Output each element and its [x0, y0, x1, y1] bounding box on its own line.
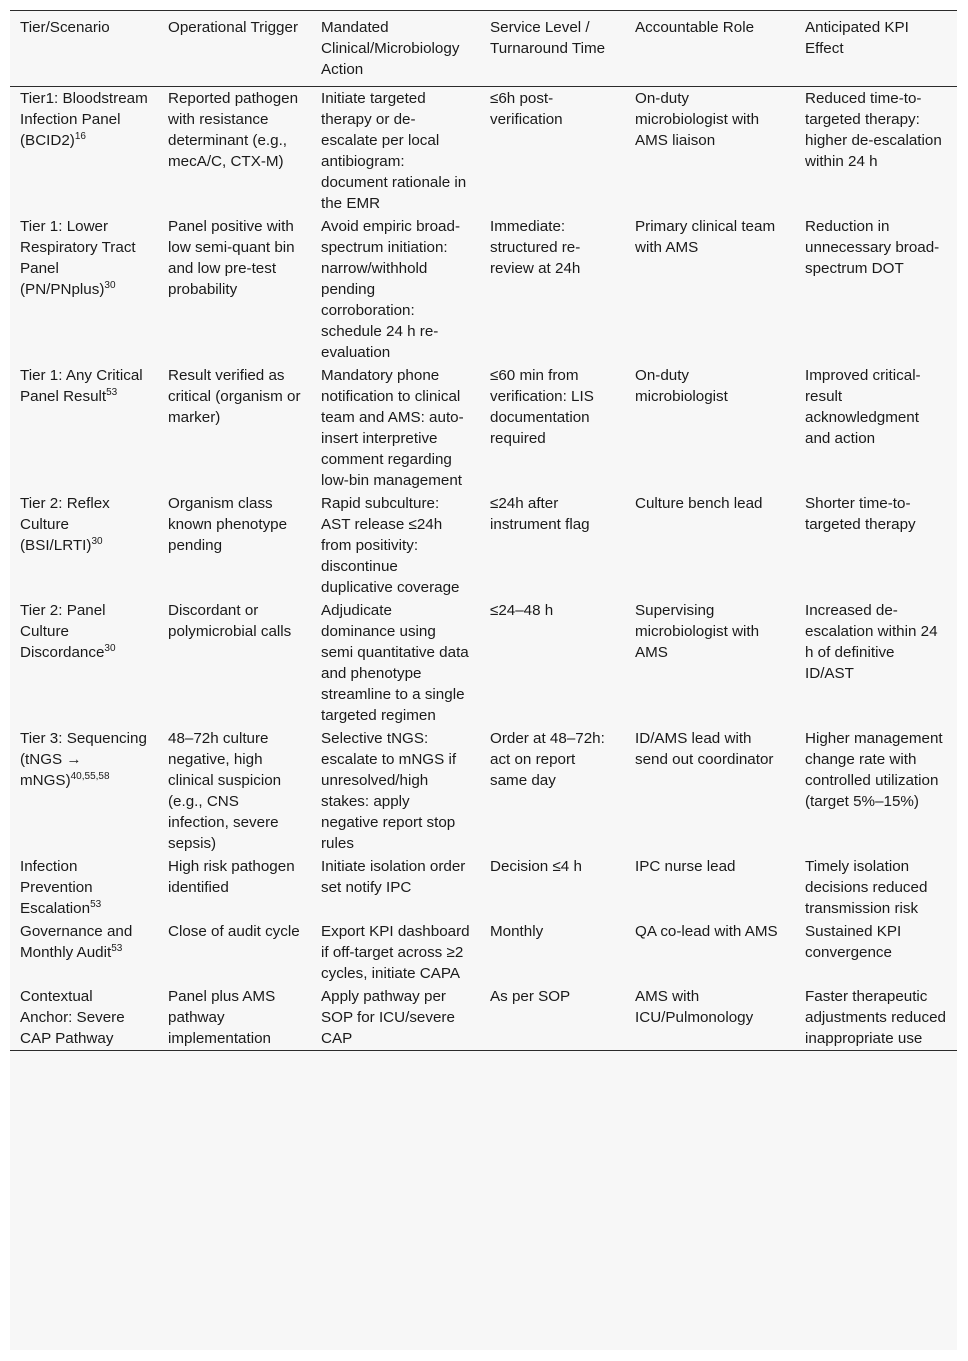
escalation-table [10, 10, 957, 1051]
cell-role: Supervising microbiologist with AMS [635, 602, 760, 661]
cell-trigger: 48–72h culture negative, high clinical suspicion (e.g., CNS infection, severe sepsis) [168, 730, 282, 852]
reference-superscript: 16 [74, 130, 86, 142]
cell-role: IPC nurse lead [635, 858, 736, 875]
cell-kpi: Faster therapeutic adjustments reduced inappropriate use [795, 985, 957, 1051]
cell-service-level: ≤24h after instrument flag [490, 495, 590, 533]
cell-role: On-duty microbiologist with AMS liaison [635, 90, 760, 149]
protocol-table-container [10, 10, 957, 1350]
cell-tier [10, 985, 158, 1051]
cell-service-level: ≤60 min from verification: LIS documentation required [490, 367, 594, 447]
header-tier-scenario: Tier/Scenario [10, 11, 158, 87]
cell-action: Initiate isolation order set notify IPC [321, 858, 466, 896]
cell-action: Export KPI dashboard if off-target across ≥2 cycles, initiate CAPA [321, 923, 470, 982]
cell-action: Rapid subculture: AST release ≤24h from positivity: discontinue duplicative coverage [321, 495, 460, 596]
tier-label: Tier1: Bloodstream Infection Panel (BCID2) [20, 90, 148, 149]
tier-label: Contextual Anchor: Severe CAP Pathway [20, 988, 125, 1047]
table-header-row [10, 11, 957, 87]
cell-action: Initiate targeted therapy or de-escalate per local antibiogram: document rationale in the EMR [321, 90, 467, 212]
cell-trigger: Reported pathogen with resistance determinant (e.g., mecA/C, CTX-M) [168, 90, 299, 170]
cell-action: Apply pathway per SOP for ICU/severe CAP [311, 985, 480, 1051]
cell-trigger: Organism class known phenotype pending [168, 495, 288, 554]
table-row [10, 215, 957, 364]
reference-superscript: 53 [106, 386, 118, 398]
cell-kpi: Higher management change rate with controlled utilization (target 5%–15%) [805, 730, 943, 810]
table-row [10, 920, 957, 985]
reference-superscript: 40,55,58 [70, 770, 110, 782]
cell-trigger: Result verified as critical (organism or marker) [168, 367, 301, 426]
table-row [10, 985, 957, 1051]
cell-service-level: Order at 48–72h: act on report same day [490, 730, 605, 789]
cell-trigger: Discordant or polymicrobial calls [168, 602, 292, 640]
cell-trigger: Close of audit cycle [168, 923, 300, 940]
table-row [10, 87, 957, 216]
cell-trigger: Panel positive with low semi-quant bin and low pre-test probability [168, 218, 295, 298]
cell-tier [10, 920, 158, 985]
cell-service-level: ≤6h post-verification [490, 90, 563, 128]
cell-tier [10, 492, 158, 599]
cell-action: Adjudicate dominance using semi quantitative data and phenotype streamline to a single targeted regimen [321, 602, 469, 724]
table-row [10, 492, 957, 599]
cell-tier [10, 364, 158, 492]
table-row [10, 855, 957, 920]
cell-service-level: Immediate: structured re-review at 24h [490, 218, 581, 277]
tier-label: Tier 2: Panel Culture Discordance [20, 602, 106, 661]
cell-kpi: Reduction in unnecessary broad-spectrum DOT [805, 218, 940, 277]
reference-superscript: 53 [111, 942, 123, 954]
tier-label: Tier 1: Any Critical Panel Result [20, 367, 143, 405]
cell-kpi: Improved critical-result acknowledgment and action [805, 367, 921, 447]
cell-tier [10, 855, 158, 920]
tier-label: Infection Prevention Escalation [20, 858, 93, 917]
cell-service-level: As per SOP [480, 985, 625, 1051]
header-service-level: Service Level / Turnaround Time [480, 11, 625, 87]
cell-service-level: Monthly [490, 923, 544, 940]
cell-role: QA co-lead with AMS [635, 923, 778, 940]
cell-tier [10, 727, 158, 855]
cell-role: Culture bench lead [635, 495, 763, 512]
cell-kpi: Sustained KPI convergence [805, 923, 902, 961]
table-row [10, 599, 957, 727]
cell-action: Avoid empiric broad-spectrum initiation: narrow/withhold pending corroboration: schedule 24 h re-evaluation [321, 218, 461, 361]
tier-label: Tier 1: Lower Respiratory Tract Panel (PN/PNplus) [20, 218, 136, 298]
reference-superscript: 53 [90, 898, 102, 910]
cell-tier [10, 87, 158, 216]
table-row [10, 364, 957, 492]
cell-action: Mandatory phone notification to clinical team and AMS: auto-insert interpretive comment regarding low-bin management [321, 367, 464, 489]
reference-superscript: 30 [104, 279, 116, 291]
reference-superscript: 30 [104, 642, 116, 654]
reference-superscript: 30 [91, 535, 103, 547]
cell-kpi: Increased de-escalation within 24 h of definitive ID/AST [805, 602, 938, 682]
header-accountable-role: Accountable Role [625, 11, 795, 87]
cell-tier [10, 215, 158, 364]
cell-trigger: Panel plus AMS pathway implementation [158, 985, 311, 1051]
cell-kpi: Reduced time-to-targeted therapy: higher de-escalation within 24 h [805, 90, 942, 170]
tier-label: Governance and Monthly Audit [20, 923, 133, 961]
cell-kpi: Shorter time-to-targeted therapy [805, 495, 916, 533]
header-kpi-effect: Anticipated KPI Effect [795, 11, 957, 87]
cell-trigger: High risk pathogen identified [168, 858, 295, 896]
cell-role: On-duty microbiologist [635, 367, 728, 405]
header-mandated-action: Mandated Clinical/Microbiology Action [311, 11, 480, 87]
cell-kpi: Timely isolation decisions reduced transmission risk [805, 858, 928, 917]
cell-tier [10, 599, 158, 727]
header-operational-trigger: Operational Trigger [158, 11, 311, 87]
tier-label: Tier 2: Reflex Culture (BSI/LRTI) [20, 495, 110, 554]
tier-label: Tier 3: Sequencing (tNGS → mNGS) [20, 730, 147, 789]
cell-role: Primary clinical team with AMS [635, 218, 776, 256]
cell-action: Selective tNGS: escalate to mNGS if unresolved/high stakes: apply negative report stop rules [321, 730, 457, 852]
cell-service-level: Decision ≤4 h [490, 858, 582, 875]
cell-role: ID/AMS lead with send out coordinator [635, 730, 774, 768]
table-row [10, 727, 957, 855]
cell-service-level: ≤24–48 h [490, 602, 554, 619]
cell-role: AMS with ICU/Pulmonology [625, 985, 795, 1051]
